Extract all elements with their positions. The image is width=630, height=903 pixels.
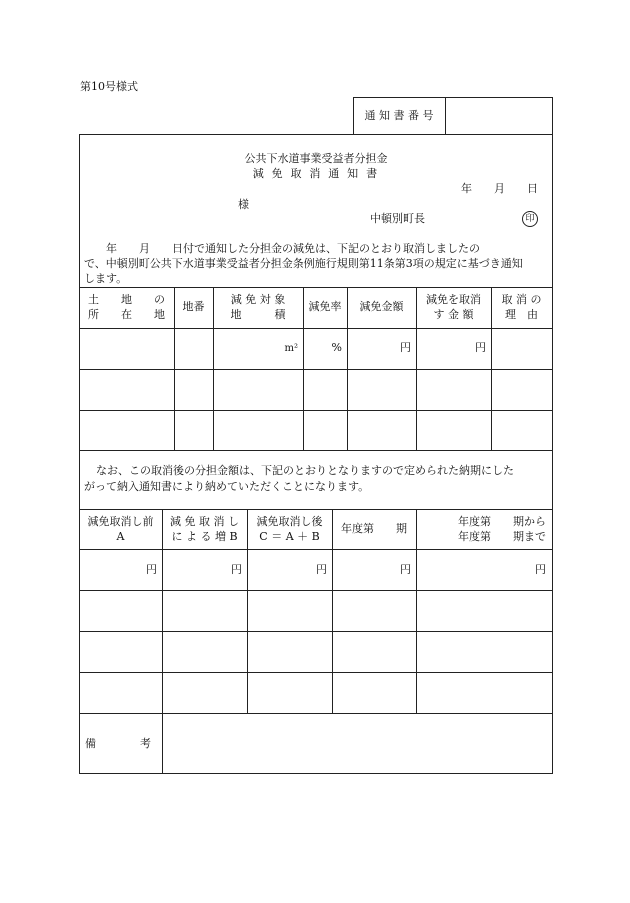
remarks-label: 備 考 xyxy=(85,737,151,750)
unit-yen: 円 xyxy=(535,563,546,576)
header-target-area-2: 地 積 xyxy=(230,308,286,321)
middle-line-1: なお、この取消後の分担金額は、下記のとおりとなりますので定められた納期にした xyxy=(96,464,514,477)
header-target-area: 減 免 対 象 xyxy=(230,293,286,306)
unit-yen: 円 xyxy=(400,563,411,576)
header-location-2: 所 在 地 xyxy=(88,308,165,321)
middle-line-2: がって納入通知書により納めていただくことになります。 xyxy=(84,480,370,493)
header-payment-period: 年度第 期から xyxy=(458,515,546,528)
header-cancel-amount-2: す 金 額 xyxy=(433,308,474,321)
unit-yen: 円 xyxy=(231,563,242,576)
intro-line-2: で、中頓別町公共下水道事業受益者分担金条例施行規則第11条第3項の規定に基づき通知 xyxy=(84,257,523,270)
title-line-2: 減 免 取 消 通 知 書 xyxy=(252,167,380,180)
header-reduction-rate: 減免率 xyxy=(308,300,342,313)
header-reason-2: 理 由 xyxy=(505,308,538,321)
unit-cancel-amount: 円 xyxy=(475,341,486,354)
intro-line-1: 年 月 日付で通知した分担金の減免は、下記のとおり取消しましたの xyxy=(84,242,480,255)
header-reduction-amount: 減免金額 xyxy=(359,300,404,313)
header-before-cancel-2: A xyxy=(116,530,125,543)
seal-mark: 印 xyxy=(522,211,538,227)
header-increase: 減 免 取 消 し xyxy=(170,515,239,528)
header-after-cancel: 減免取消し後 xyxy=(256,515,323,528)
title-line-1: 公共下水道事業受益者分担金 xyxy=(244,152,388,165)
header-increase-2: に よ る 増 B xyxy=(171,530,238,543)
unit-amount: 円 xyxy=(400,341,411,354)
header-after-cancel-2: C ＝ A ＋ B xyxy=(259,530,320,543)
unit-area: m² xyxy=(284,343,298,354)
issuer-name: 中頓別町長 xyxy=(370,212,425,225)
header-reason: 取 消 の xyxy=(501,293,542,306)
unit-yen: 円 xyxy=(146,563,157,576)
date-line: 年 月 日 xyxy=(461,182,538,195)
notice-number-label: 通 知 書 番 号 xyxy=(364,109,434,122)
header-lot-number: 地番 xyxy=(182,300,205,313)
header-fiscal-period: 年度第 期 xyxy=(341,522,407,535)
header-before-cancel: 減免取消し前 xyxy=(87,515,154,528)
intro-line-3: します。 xyxy=(84,272,128,285)
unit-yen: 円 xyxy=(316,563,327,576)
form-label: 第10号様式 xyxy=(80,80,138,93)
header-cancel-amount: 減免を取消 xyxy=(426,293,481,306)
recipient-suffix: 様 xyxy=(238,198,249,211)
header-payment-period-2: 年度第 期まで xyxy=(458,530,546,543)
header-location: 土 地 の xyxy=(88,293,165,306)
unit-rate: % xyxy=(331,341,342,354)
